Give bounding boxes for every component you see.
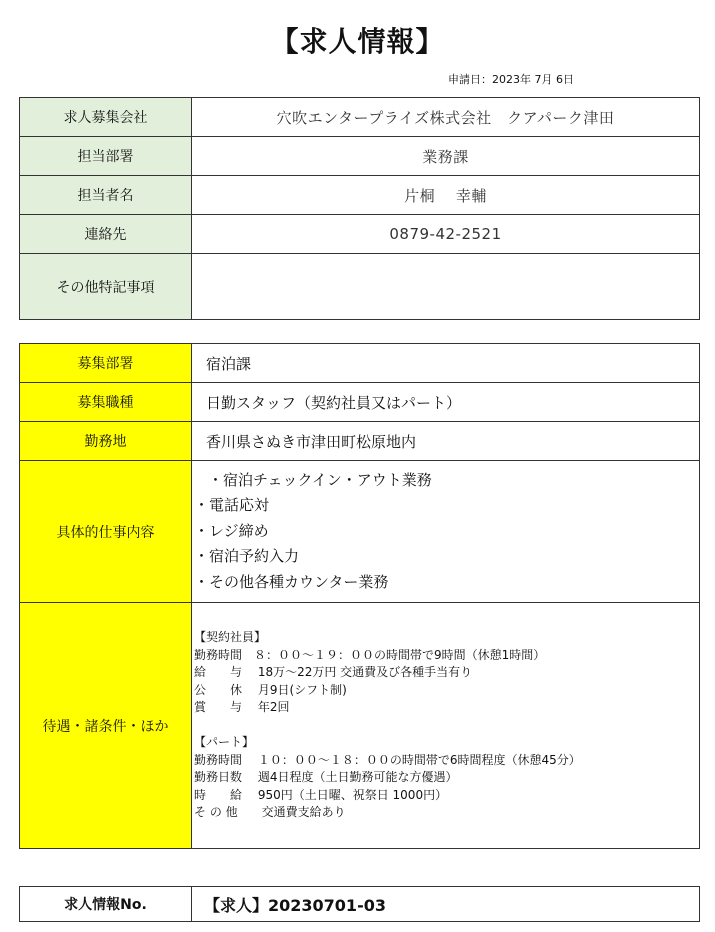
table-row	[20, 137, 700, 176]
condition-line: 給 与 18万～22万円 交通費及び各種手当有り	[194, 665, 473, 680]
company-info-table	[19, 97, 700, 320]
label-job-type: 募集職種	[20, 383, 192, 422]
value-department: 業務課	[192, 137, 700, 176]
condition-line: 賞 与 年2回	[194, 700, 290, 715]
label-phone: 連絡先	[20, 215, 192, 254]
condition-line: 公 休 月9日(シフト制)	[194, 682, 347, 697]
value-job-type: 日勤スタッフ（契約社員又はパート）	[192, 383, 700, 422]
label-company: 求人募集会社	[20, 98, 192, 137]
label-other-notes: その他特記事項	[20, 254, 192, 320]
value-location: 香川県さぬき市津田町松原地内	[192, 422, 700, 461]
date-label: 申請日：	[448, 73, 492, 86]
table-row	[20, 383, 700, 422]
label-department: 担当部署	[20, 137, 192, 176]
duty-item: ・その他各種カウンター業務	[194, 572, 389, 591]
spacer	[194, 717, 699, 734]
value-contact-person: 片桐 幸輔	[192, 176, 700, 215]
table-row	[20, 422, 700, 461]
job-details-table	[19, 343, 700, 849]
table-row	[20, 461, 700, 603]
duty-item: ・宿泊予約入力	[194, 547, 300, 566]
page-title: 【求人情報】	[270, 25, 445, 58]
condition-line: そ の 他 交通費支給あり	[194, 805, 346, 820]
label-location: 勤務地	[20, 422, 192, 461]
condition-line: 勤務時間 ８：００～１９：００の時間帯で9時間（休憩1時間）	[194, 647, 546, 662]
value-phone: 0879-42-2521	[192, 215, 700, 254]
duty-item: ・宿泊チェックイン・アウト業務	[208, 470, 432, 489]
duty-item: ・レジ締め	[194, 521, 269, 540]
table-row	[20, 344, 700, 383]
condition-line: 時 給 950円（土日曜、祝祭日 1000円）	[194, 787, 448, 802]
table-row	[20, 98, 700, 137]
value-other-notes	[192, 254, 700, 320]
value-company: 穴吹エンタープライズ株式会社 クアパーク津田	[192, 98, 700, 137]
value-job-id: 【求人】20230701-03	[192, 887, 700, 922]
table-row	[20, 215, 700, 254]
date-value: 2023年 7月 6日	[492, 73, 574, 86]
condition-line: 勤務日数 週4日程度（土日勤務可能な方優遇）	[194, 770, 458, 785]
duty-item: ・電話応対	[194, 496, 270, 515]
value-conditions	[192, 603, 700, 849]
value-duties	[192, 461, 700, 603]
label-contact-person: 担当者名	[20, 176, 192, 215]
job-id-table	[19, 886, 700, 922]
table-row	[20, 887, 700, 922]
condition-line: 勤務時間 １０：００～１８：００の時間帯で6時間程度（休憩45分）	[194, 752, 581, 767]
part-heading: 【パート】	[194, 735, 255, 749]
label-conditions: 待遇・諸条件・ほか	[20, 603, 192, 849]
table-row	[20, 254, 700, 320]
application-date	[448, 71, 574, 87]
label-recruit-dept: 募集部署	[20, 344, 192, 383]
contract-heading: 【契約社員】	[194, 630, 267, 645]
label-job-id: 求人情報No.	[20, 887, 192, 922]
table-row	[20, 176, 700, 215]
label-duties: 具体的仕事内容	[20, 461, 192, 603]
value-recruit-dept: 宿泊課	[192, 344, 700, 383]
table-row	[20, 603, 700, 849]
